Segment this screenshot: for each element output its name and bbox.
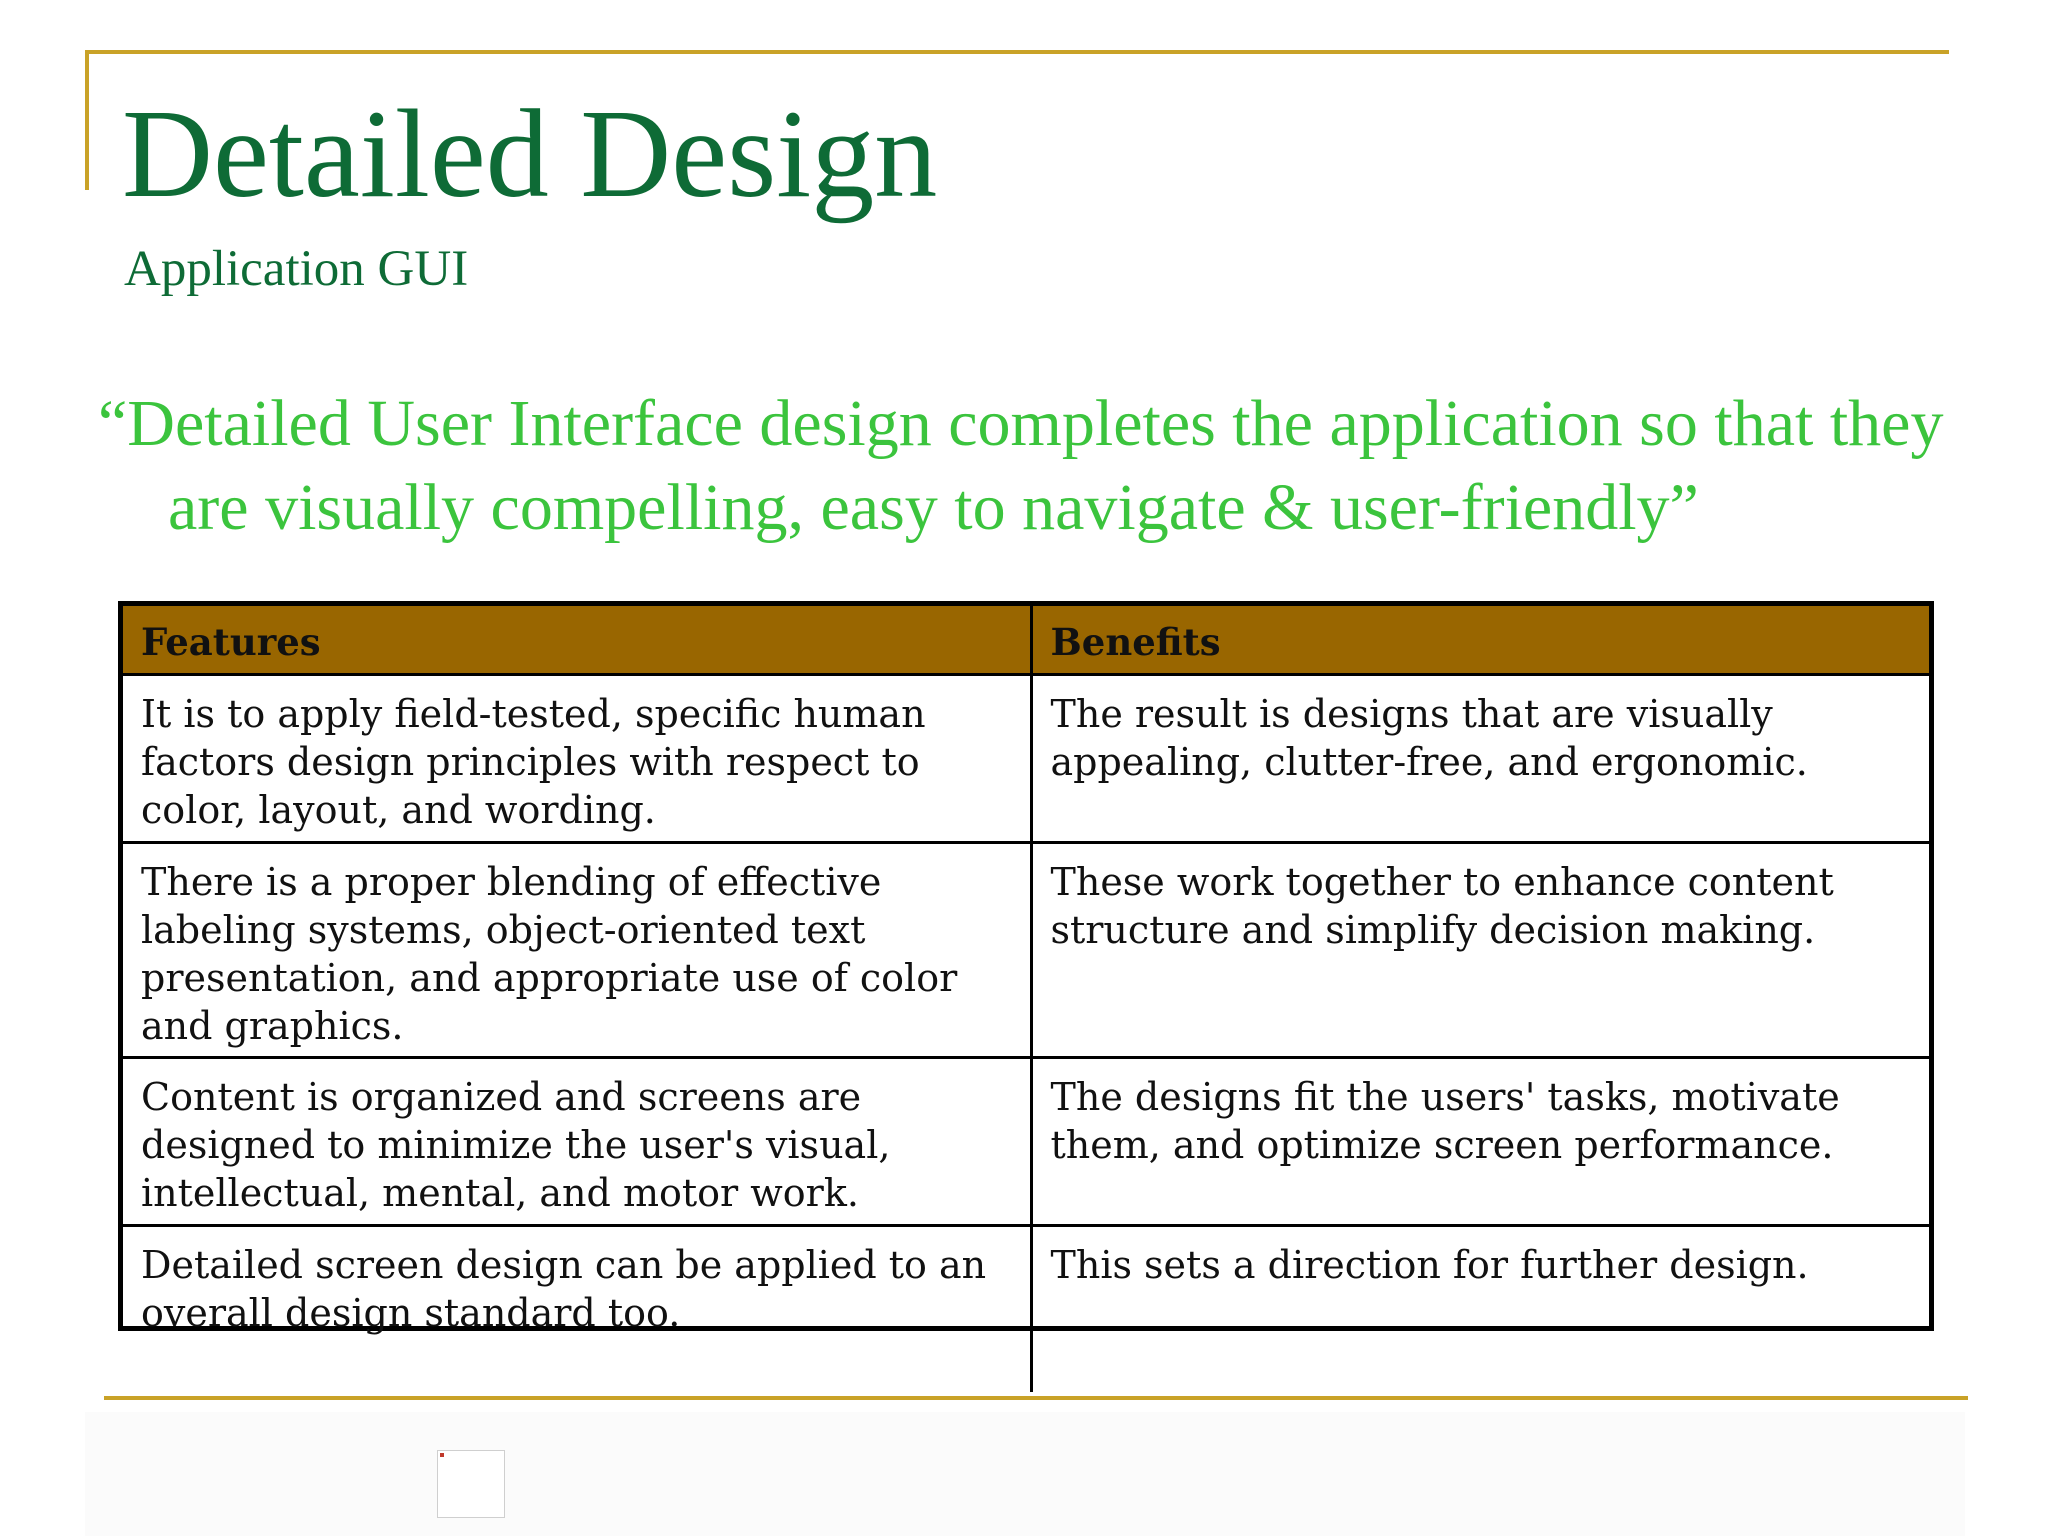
quote-text: “Detailed User Interface design completes the application so that they are visually compelling, easy to navigate & user-friendly”: [98, 387, 1944, 544]
left-accent-rule: [85, 50, 89, 190]
broken-image-icon: [437, 1450, 505, 1518]
column-header-benefits: Benefits: [1031, 606, 1929, 675]
table-row: [123, 1226, 1929, 1393]
column-header-features: Features: [123, 606, 1031, 675]
footer-area: [85, 1412, 1965, 1536]
feature-cell: Content is organized and screens are designed to minimize the user's visual, intellectual, mental, and motor work.: [123, 1058, 1031, 1226]
features-table: [123, 606, 1929, 1392]
bottom-accent-rule: [104, 1396, 1968, 1400]
features-benefits-table: [118, 601, 1934, 1335]
table-header-row: [123, 606, 1929, 675]
broken-image-mark: [440, 1453, 444, 1457]
table-row: [123, 843, 1929, 1058]
feature-cell: Detailed screen design can be applied to an overall design standard too.: [123, 1226, 1031, 1393]
slide-subtitle: Application GUI: [124, 241, 469, 297]
benefit-cell: The result is designs that are visually appealing, clutter-free, and ergonomic.: [1031, 675, 1929, 843]
slide-title: Detailed Design: [122, 85, 938, 224]
benefit-cell: This sets a direction for further design.: [1031, 1226, 1929, 1393]
benefit-cell: These work together to enhance content structure and simplify decision making.: [1031, 843, 1929, 1058]
table-row: [123, 1058, 1929, 1226]
feature-cell: It is to apply field-tested, specific human factors design principles with respect to color, layout, and wording.: [141, 692, 926, 832]
benefit-cell: The designs fit the users' tasks, motivate them, and optimize screen performance.: [1031, 1058, 1929, 1226]
feature-cell: There is a proper blending of effective labeling systems, object-oriented text presentation, and appropriate use of color and graphics.: [123, 843, 1031, 1058]
top-accent-rule: [85, 50, 1949, 54]
table-row: [123, 675, 1929, 843]
